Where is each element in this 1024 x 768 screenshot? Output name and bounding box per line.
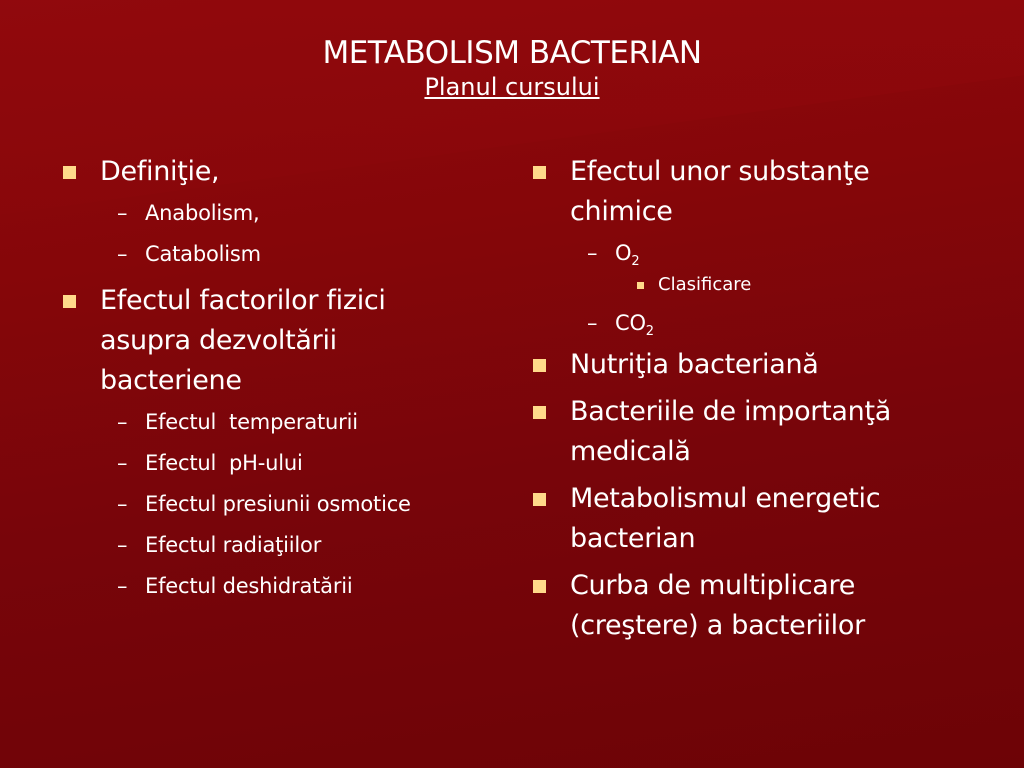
square-bullet-icon: [63, 166, 76, 179]
list-item: [530, 345, 980, 385]
sub-item-text: Efectul pH-ului: [145, 451, 303, 475]
item-text: Nutriţia bacteriană: [570, 349, 819, 380]
list-item: [530, 566, 980, 646]
item-text-line: Curba de multiplicare: [570, 570, 856, 601]
sub-item-text: Efectul presiunii osmotice: [145, 492, 411, 516]
square-bullet-icon: [533, 580, 546, 593]
formula-base: CO: [615, 311, 646, 335]
formula-base: O: [615, 241, 632, 265]
list-item: [60, 281, 480, 401]
sub-item: [530, 309, 980, 337]
sub-item: [60, 240, 480, 268]
sub-sub-item: [530, 273, 980, 297]
item-text-line: bacterian: [570, 523, 696, 554]
sub-item: [60, 531, 480, 559]
formula-subscript: 2: [645, 324, 654, 339]
square-bullet-icon: [533, 359, 546, 372]
formula-o2: [615, 241, 640, 269]
dash-bullet-icon: –: [587, 311, 598, 335]
formula-subscript: 2: [631, 254, 640, 269]
square-bullet-icon: [63, 295, 76, 308]
sub-item: [60, 199, 480, 227]
dash-bullet-icon: –: [117, 242, 128, 266]
item-text-line: bacteriene: [100, 365, 242, 396]
item-text-line: asupra dezvoltării: [100, 325, 337, 356]
square-bullet-icon: [533, 166, 546, 179]
sub-item-text: Catabolism: [145, 242, 261, 266]
sub-item: [60, 490, 480, 518]
item-text-line: medicală: [570, 436, 691, 467]
slide-title: METABOLISM BACTERIAN: [322, 35, 702, 71]
sub-item-text: Anabolism,: [145, 201, 260, 225]
dash-bullet-icon: –: [117, 574, 128, 598]
sub-sub-item-text: Clasificare: [658, 274, 752, 295]
item-text-line: Bacteriile de importanţă: [570, 396, 891, 427]
list-item: [530, 479, 980, 559]
sub-item: [60, 408, 480, 436]
slide-subtitle: Planul cursului: [424, 73, 600, 101]
formula-co2: [615, 311, 654, 339]
list-item: [530, 152, 980, 232]
right-column: [530, 152, 980, 653]
dash-bullet-icon: –: [117, 492, 128, 516]
title-block: [0, 34, 1024, 102]
item-text: Definiţie,: [100, 156, 220, 187]
sub-item: [60, 449, 480, 477]
sub-item: [60, 572, 480, 600]
dash-bullet-icon: –: [587, 241, 598, 265]
item-text-line: Efectul factorilor fizici: [100, 285, 386, 316]
left-column: [60, 152, 480, 613]
square-bullet-icon: [533, 493, 546, 506]
sub-item-text: Efectul deshidratării: [145, 574, 353, 598]
item-text-line: (creştere) a bacteriilor: [570, 610, 865, 641]
small-square-bullet-icon: [637, 282, 644, 289]
square-bullet-icon: [533, 406, 546, 419]
dash-bullet-icon: –: [117, 201, 128, 225]
sub-item-text: Efectul temperaturii: [145, 410, 358, 434]
item-text-line: chimice: [570, 196, 673, 227]
item-text-line: Efectul unor substanţe: [570, 156, 870, 187]
dash-bullet-icon: –: [117, 533, 128, 557]
dash-bullet-icon: –: [117, 410, 128, 434]
item-text-line: Metabolismul energetic: [570, 483, 881, 514]
sub-item-text: Efectul radiaţiilor: [145, 533, 322, 557]
dash-bullet-icon: –: [117, 451, 128, 475]
list-item: [60, 152, 480, 192]
sub-item: [530, 239, 980, 267]
list-item: [530, 392, 980, 472]
